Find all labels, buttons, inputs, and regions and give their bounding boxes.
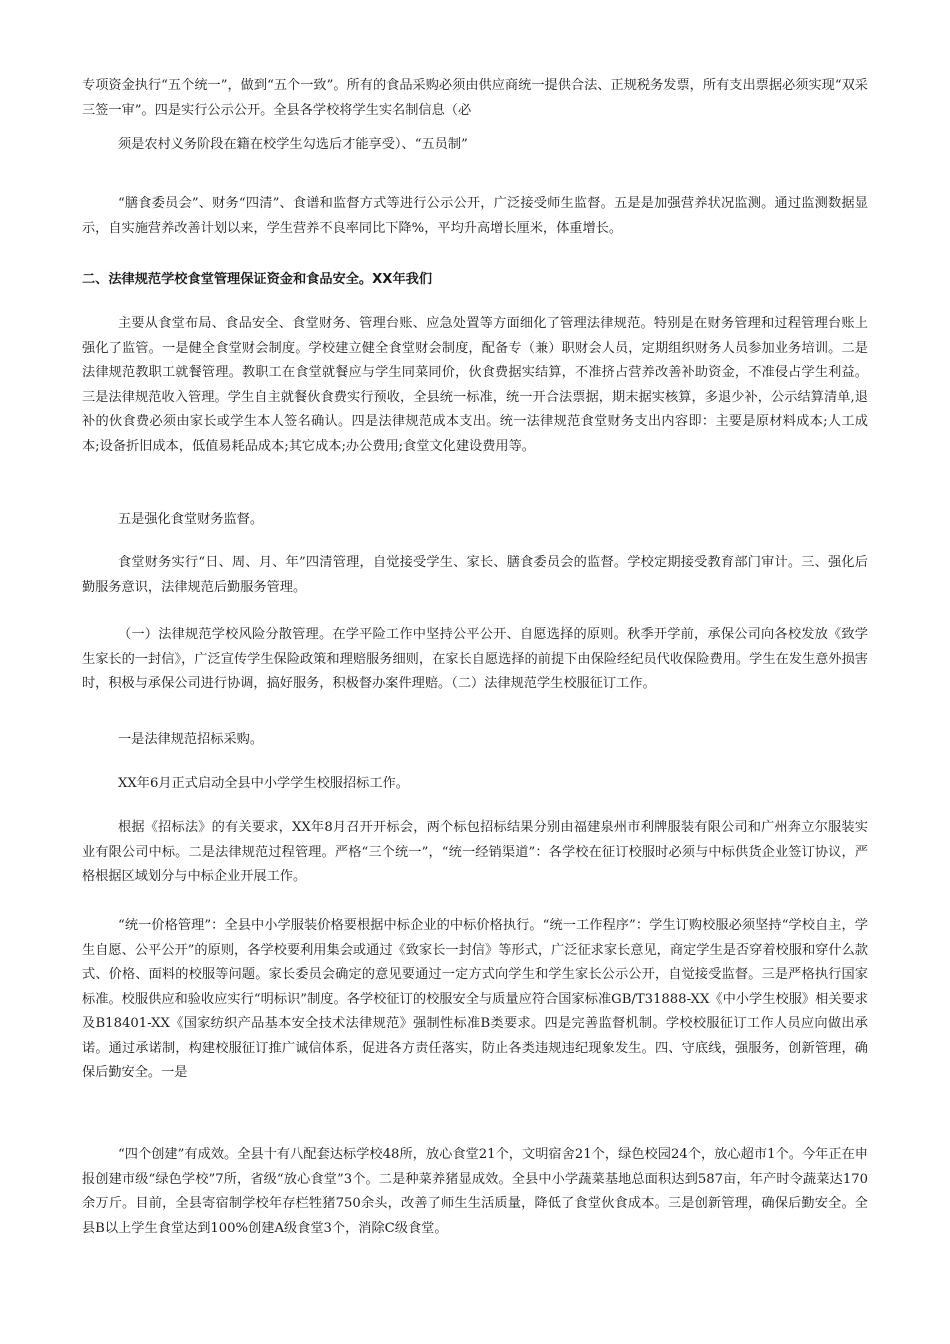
paragraph-publicity-monitoring: “膳食委员会”、财务“四清”、食谱和监督方式等进行公示公开，广泛接受师生监督。五是是加强营养状况监测。通过监测数据显示，自实施营养改善计划以来，学生营养不良率同比下降%，平均升高增长厘米，体重增长。 <box>82 196 868 236</box>
paragraph-tender-law: 根据《招标法》的有关要求，XX年8月召开开标会，两个标包招标结果分别由福建泉州市利牌服装有限公司和广州奔立尔服装实业有限公司中标。二是法律规范过程管理。严格“三个统一”，“统一经销渠道”：各学校在征订校服时必须与中标供货企业签订协议，严格根据区域划分与中标企业开展工作。 <box>82 820 868 884</box>
paragraph-uniform-start: XX年6月正式启动全县中小学学生校服招标工作。 <box>118 776 409 791</box>
paragraph-fund-execution: 专项资金执行“五个统一”，做到“五个一致”。所有的食品采购必须由供应商统一提供合法、正规税务发票，所有支出票据必须实现“双采三签一审”。四是实行公示公开。全县各学校将学生实名制信息（必 <box>82 78 868 118</box>
paragraph-four-clear: 食堂财务实行“日、周、月、年”四清管理，自觉接受学生、家长、膳食委员会的监督。学校定期接受教育部门审计。三、强化后勤服务意识，法律规范后勤服务管理。 <box>82 555 868 595</box>
paragraph-unified-price: “统一价格管理”：全县中小学服装价格要根据中标企业的中标价格执行。“统一工作程序”：学生订购校服必须坚持“学校自主，学生自愿、公平公开”的原则，各学校要利用集会或通过《致家长一封信》等形式，广泛征求家长意见，商定学生是否穿着校服和穿什么款式、价格、面料的校服等问题。家长委员会确定的意见要通过一定方式向学生和学生家长公示公开，自觉接受监督。三是严格执行国家标准。校服供应和验收应实行“明标识”制度。各学校征订的校服安全与质量应符合国家标准GB/T31888-XX《中小学生校服》相关要求及B18401-XX《国家纺织产品基本安全技术法律规范》强制性标准B类要求。四是完善监督机制。学校校服征订工作人员应向做出承诺。通过承诺制，构建校服征订推广诚信体系，促进各方责任落实，防止各类违规违纪现象发生。四、守底线，强服务，创新管理，确保后勤安全。一是 <box>82 918 868 1080</box>
paragraph-bidding: 一是法律规范招标采购。 <box>118 732 264 747</box>
paragraph-four-creations: “四个创建”有成效。全县十有八配套达标学校48所，放心食堂21个，文明宿舍21个，绿色校园24个，放心超市1个。今年正在申报创建市级“绿色学校”7所，省级“放心食堂”3个。二是种菜养猪显成效。全县中小学蔬菜基地总面积达到587亩，年产时令蔬菜达170余万斤。目前，全县寄宿制学校年存栏牲猪750余头，改善了师生生活质量，降低了食堂伙食成本。三是创新管理，确保后勤安全。全县B以上学生食堂达到100%创建A级食堂3个，消除C级食堂。 <box>82 1147 868 1236</box>
paragraph-canteen-management: 主要从食堂布局、食品安全、食堂财务、管理台账、应急处置等方面细化了管理法律规范。特别是在财务管理和过程管理台账上强化了监管。一是健全食堂财会制度。学校建立健全食堂财会制度，配备专（兼）职财会人员，定期组织财务人员参加业务培训。二是法律规范教职工就餐管理。教职工在食堂就餐应与学生同菜同价，伙食费据实结算，不准挤占营养改善补助资金，不准侵占学生利益。三是法律规范收入管理。学生自主就餐伙食费实行预收，全县统一标准，统一开合法票据，期末据实核算，多退少补，公示结算清单,退补的伙食费必须由家长或学生本人签名确认。四是法律规范成本支出。统一法律规范食堂财务支出内容即：主要是原材料成本;人工成本;设备折旧成本，低值易耗品成本;其它成本;办公费用;食堂文化建设费用等。 <box>82 316 868 454</box>
section-heading-canteen: 二、法律规范学校食堂管理保证资金和食品安全。XX年我们 <box>82 272 433 287</box>
paragraph-qualification-note: 须是农村义务阶段在籍在校学生勾选后才能享受）、“五员制” <box>118 137 468 152</box>
paragraph-risk-management: （一）法律规范学校风险分散管理。在学平险工作中坚持公平公开、自愿选择的原则。秋季开学前，承保公司向各校发放《致学生家长的一封信》，广泛宣传学生保险政策和理赔服务细则，在家长自愿选择的前提下由保险经纪员代收保险费用。学生在发生意外损害时，积极与承保公司进行协调，搞好服务，积极督办案件理赔。（二）法律规范学生校服征订工作。 <box>82 627 868 691</box>
paragraph-finance-supervision: 五是强化食堂财务监督。 <box>118 512 264 527</box>
